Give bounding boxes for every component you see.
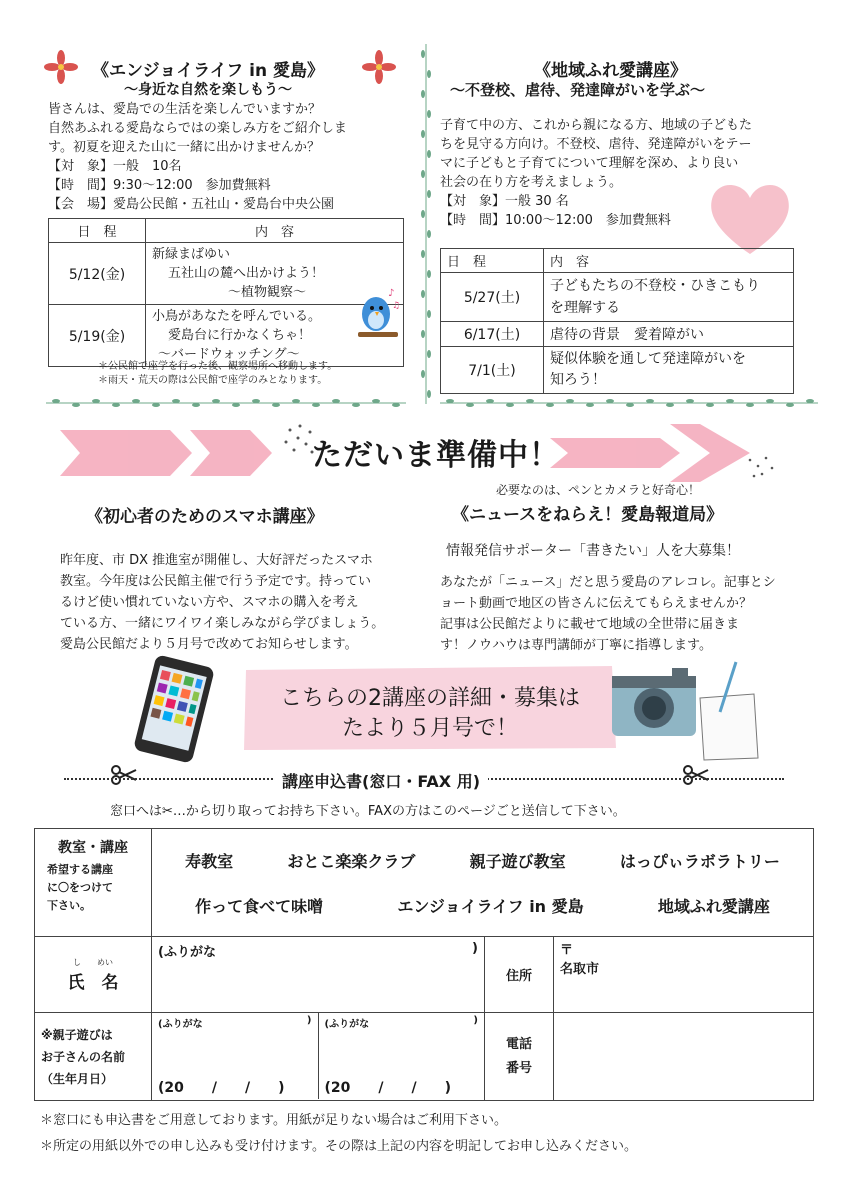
course-options-cell [152, 829, 814, 937]
svg-text:♫: ♫ [392, 301, 401, 311]
furigana-close: ) [472, 941, 478, 956]
course-hint-line: に〇をつけて [47, 881, 113, 894]
note-line: ＊雨天・荒天の際は公民館で座学のみとなります。 [98, 375, 328, 386]
child-label-line: ※親子遊びは [41, 1027, 113, 1042]
chiiki-body-line: ちを見守る方向け。不登校、虐待、発達障がいをテー [440, 137, 752, 152]
phone-label-line: 番号 [505, 1060, 532, 1076]
schedule-line: 疑似体験を通して発達障がいを [550, 351, 746, 367]
phone-label-cell [485, 1013, 554, 1101]
address-label-cell [485, 937, 554, 1013]
sumaho-body [60, 550, 420, 655]
schedule-date: 5/19(金) [49, 305, 146, 367]
leaf-border-icon [46, 398, 406, 408]
table-row [49, 305, 404, 367]
enjoy-notes [98, 360, 337, 388]
name-ruby: し めい [73, 957, 113, 967]
news-body-line: あなたが「ニュース」だと思う愛島のアレコレ。記事とシ [440, 575, 776, 590]
course-hint-line: 希望する講座 [47, 863, 113, 876]
enjoy-target: 【対 象】一般 10名 [48, 159, 182, 174]
furigana-open: (ふりがな [158, 945, 216, 960]
schedule-date: 6/17(土) [441, 322, 544, 347]
schedule-date: 5/12(金) [49, 243, 146, 305]
smartphone-icon [128, 654, 220, 764]
scissors-icon [682, 765, 710, 785]
chiiki-body-line: 子育て中の方、これから親になる方、地域の子どもた [440, 118, 753, 133]
vine-divider-icon [420, 44, 432, 404]
chiiki-subtitle: ～不登校、虐待、発達障がいを学ぶ～ [450, 81, 706, 99]
promo-line: こちらの2講座の詳細・募集は [280, 686, 580, 711]
news-body-line: ョート動画で地区の皆さんに伝えてもらえませんか？ [440, 596, 753, 611]
promo-line: たより５月号で！ [341, 716, 518, 741]
schedule-line: ～植物観察～ [228, 285, 307, 300]
table-header: 内 容 [146, 219, 404, 243]
chiiki-target: 【対 象】一般 30 名 [440, 194, 569, 209]
chiiki-body-line: 社会の在り方を考えましょう。 [440, 175, 623, 190]
furigana-close: ) [473, 1015, 478, 1026]
schedule-date: 5/27(土) [441, 273, 544, 322]
schedule-line: 虐待の背景 愛着障がい [544, 322, 794, 347]
news-title: 《ニュースをねらえ！愛島報道局》 [452, 505, 724, 525]
child-field-1[interactable] [152, 1013, 319, 1099]
address-label: 住所 [505, 969, 532, 984]
schedule-date: 7/1(土) [441, 347, 544, 394]
scissors-icon [110, 765, 138, 785]
course-label-cell [35, 829, 152, 937]
sumaho-title: 《初心者のためのスマホ講座》 [86, 507, 324, 527]
schedule-line: 小鳥があなたを呼んでいる。 [152, 309, 322, 324]
table-row [441, 347, 794, 394]
chiiki-body-line: マに子どもと子育てについて理解を深め、より良い [440, 156, 739, 171]
form-instruction: 窓口へは✂…から切り取ってお持ち下さい。FAXの方はこのページごと送信して下さい。 [110, 804, 626, 819]
course-label: 教室・講座 [58, 840, 128, 856]
enjoy-body-line: 皆さんは、愛島での生活を楽しんでいますか？ [48, 102, 322, 117]
name-label: 氏 名 [67, 972, 119, 993]
camera-and-pen-icon [604, 654, 774, 762]
enjoy-title: 《エンジョイライフ in 愛島》 [92, 61, 324, 81]
note-line: ＊公民館で座学を行った後、観察場所へ移動します。 [98, 361, 338, 372]
sumaho-body-line: 愛島公民館だより５月号で改めてお知らせします。 [60, 637, 358, 652]
news-tagline: 必要なのは、ペンとカメラと好奇心！ [496, 483, 701, 497]
enjoy-body-line: 自然あふれる愛島ならではの楽しみ方をご紹介しま [48, 121, 347, 136]
promo-text [252, 684, 608, 744]
schedule-line: 愛島台に行かなくちゃ！ [168, 328, 312, 343]
child-label-cell [35, 1013, 152, 1101]
course-option-chiiki[interactable]: 地域ふれ愛講座 [657, 896, 770, 916]
bluebird-icon [352, 284, 402, 342]
table-row [441, 322, 794, 347]
course-option-enjoy-life[interactable]: エンジョイライフ in 愛島 [397, 896, 584, 916]
furigana-open: (ふりがな [324, 1019, 370, 1030]
footnotes [40, 1108, 637, 1160]
course-option-miso[interactable]: 作って食べて味噌 [195, 896, 324, 916]
course-option-kotobuki[interactable]: 寿教室 [185, 851, 234, 871]
schedule-line: 新緑まばゆい [152, 247, 231, 262]
sumaho-body-line: 教室。今年度は公民館主催で行う予定です。持ってい [60, 574, 371, 589]
birthdate-field[interactable]: (20 / / ) [324, 1080, 452, 1096]
child-label-line: お子さんの名前 [41, 1049, 126, 1064]
banner-text: ただいま準備中！ [312, 438, 560, 473]
application-form-table [34, 828, 814, 1101]
svg-text:♪: ♪ [388, 288, 395, 299]
city-label: 名取市 [560, 962, 600, 977]
table-header: 日 程 [441, 249, 544, 273]
child-field-2[interactable] [319, 1013, 485, 1099]
table-row [49, 243, 404, 305]
child-fields-cell [152, 1013, 485, 1101]
table-header: 内 容 [544, 249, 794, 273]
red-flower-icon [44, 50, 78, 84]
chiiki-time: 【時 間】10:00～12:00 参加費無料 [440, 213, 671, 228]
phone-field[interactable] [554, 1013, 814, 1101]
leaf-border-icon [440, 398, 818, 408]
course-hint-line: 下さい。 [47, 899, 91, 912]
course-option-otoko[interactable]: おとこ楽楽クラブ [287, 851, 416, 871]
furigana-open: (ふりがな [158, 1019, 203, 1030]
red-flower-icon [362, 50, 396, 84]
schedule-line: 五社山の麓へ出かけよう！ [168, 266, 325, 281]
form-title: 講座申込書(窓口・FAX 用) [274, 769, 488, 792]
enjoy-time: 【時 間】9:30～12:00 参加費無料 [48, 178, 271, 193]
chiiki-schedule-table [440, 248, 794, 394]
enjoy-schedule-table [48, 218, 404, 367]
course-option-oyako[interactable]: 親子遊び教室 [469, 851, 566, 871]
postal-mark: 〒 [560, 943, 574, 958]
phone-label-line: 電話 [505, 1036, 532, 1052]
sumaho-body-line: るけど使い慣れていない方や、スマホの購入を考え [60, 595, 359, 610]
table-header: 日 程 [49, 219, 146, 243]
footnote-line: ＊所定の用紙以外での申し込みも受け付けます。その際は上記の内容を明記してお申し込みください。 [40, 1139, 637, 1154]
course-option-happy-lab[interactable]: はっぴぃラボラトリー [619, 851, 780, 871]
enjoy-body [48, 100, 418, 214]
table-row [441, 273, 794, 322]
news-body-line: 記事は公民館だよりに載せて地域の全世帯に届きま [440, 617, 740, 632]
name-label-cell [35, 937, 152, 1013]
name-field[interactable] [152, 937, 485, 1013]
pink-heart-icon [705, 178, 795, 258]
birthdate-field[interactable]: (20 / / ) [158, 1080, 285, 1096]
child-label-line: （生年月日） [41, 1071, 114, 1086]
address-field[interactable] [554, 937, 814, 1013]
sumaho-body-line: 昨年度、市 DX 推進室が開催し、大好評だったスマホ [60, 553, 373, 568]
enjoy-subtitle: ～身近な自然を楽しもう～ [124, 82, 292, 98]
schedule-line: 知ろう！ [550, 372, 606, 388]
schedule-line: ～バードウォッチング～ [158, 347, 300, 362]
enjoy-body-line: す。初夏を迎えた山に一緒に出かけませんか？ [48, 140, 320, 155]
news-lead: 情報発信サポーター「書きたい」人を大募集！ [446, 543, 740, 559]
schedule-line: 子どもたちの不登校・ひきこもり [550, 278, 760, 294]
chiiki-title: 《地域ふれ愛講座》 [534, 61, 687, 81]
enjoy-place: 【会 場】愛島公民館・五社山・愛島台中央公園 [48, 197, 335, 212]
footnote-line: ＊窓口にも申込書をご用意しております。用紙が足りない場合はご利用下さい。 [40, 1113, 507, 1128]
furigana-close: ) [306, 1015, 312, 1026]
schedule-line: を理解する [550, 300, 620, 316]
news-body-line: す！ノウハウは専門講師が丁寧に指導します。 [440, 638, 712, 653]
sumaho-body-line: ている方、一緒にワイワイ楽しみながら学びましょう。 [60, 616, 385, 631]
news-body [440, 572, 820, 656]
